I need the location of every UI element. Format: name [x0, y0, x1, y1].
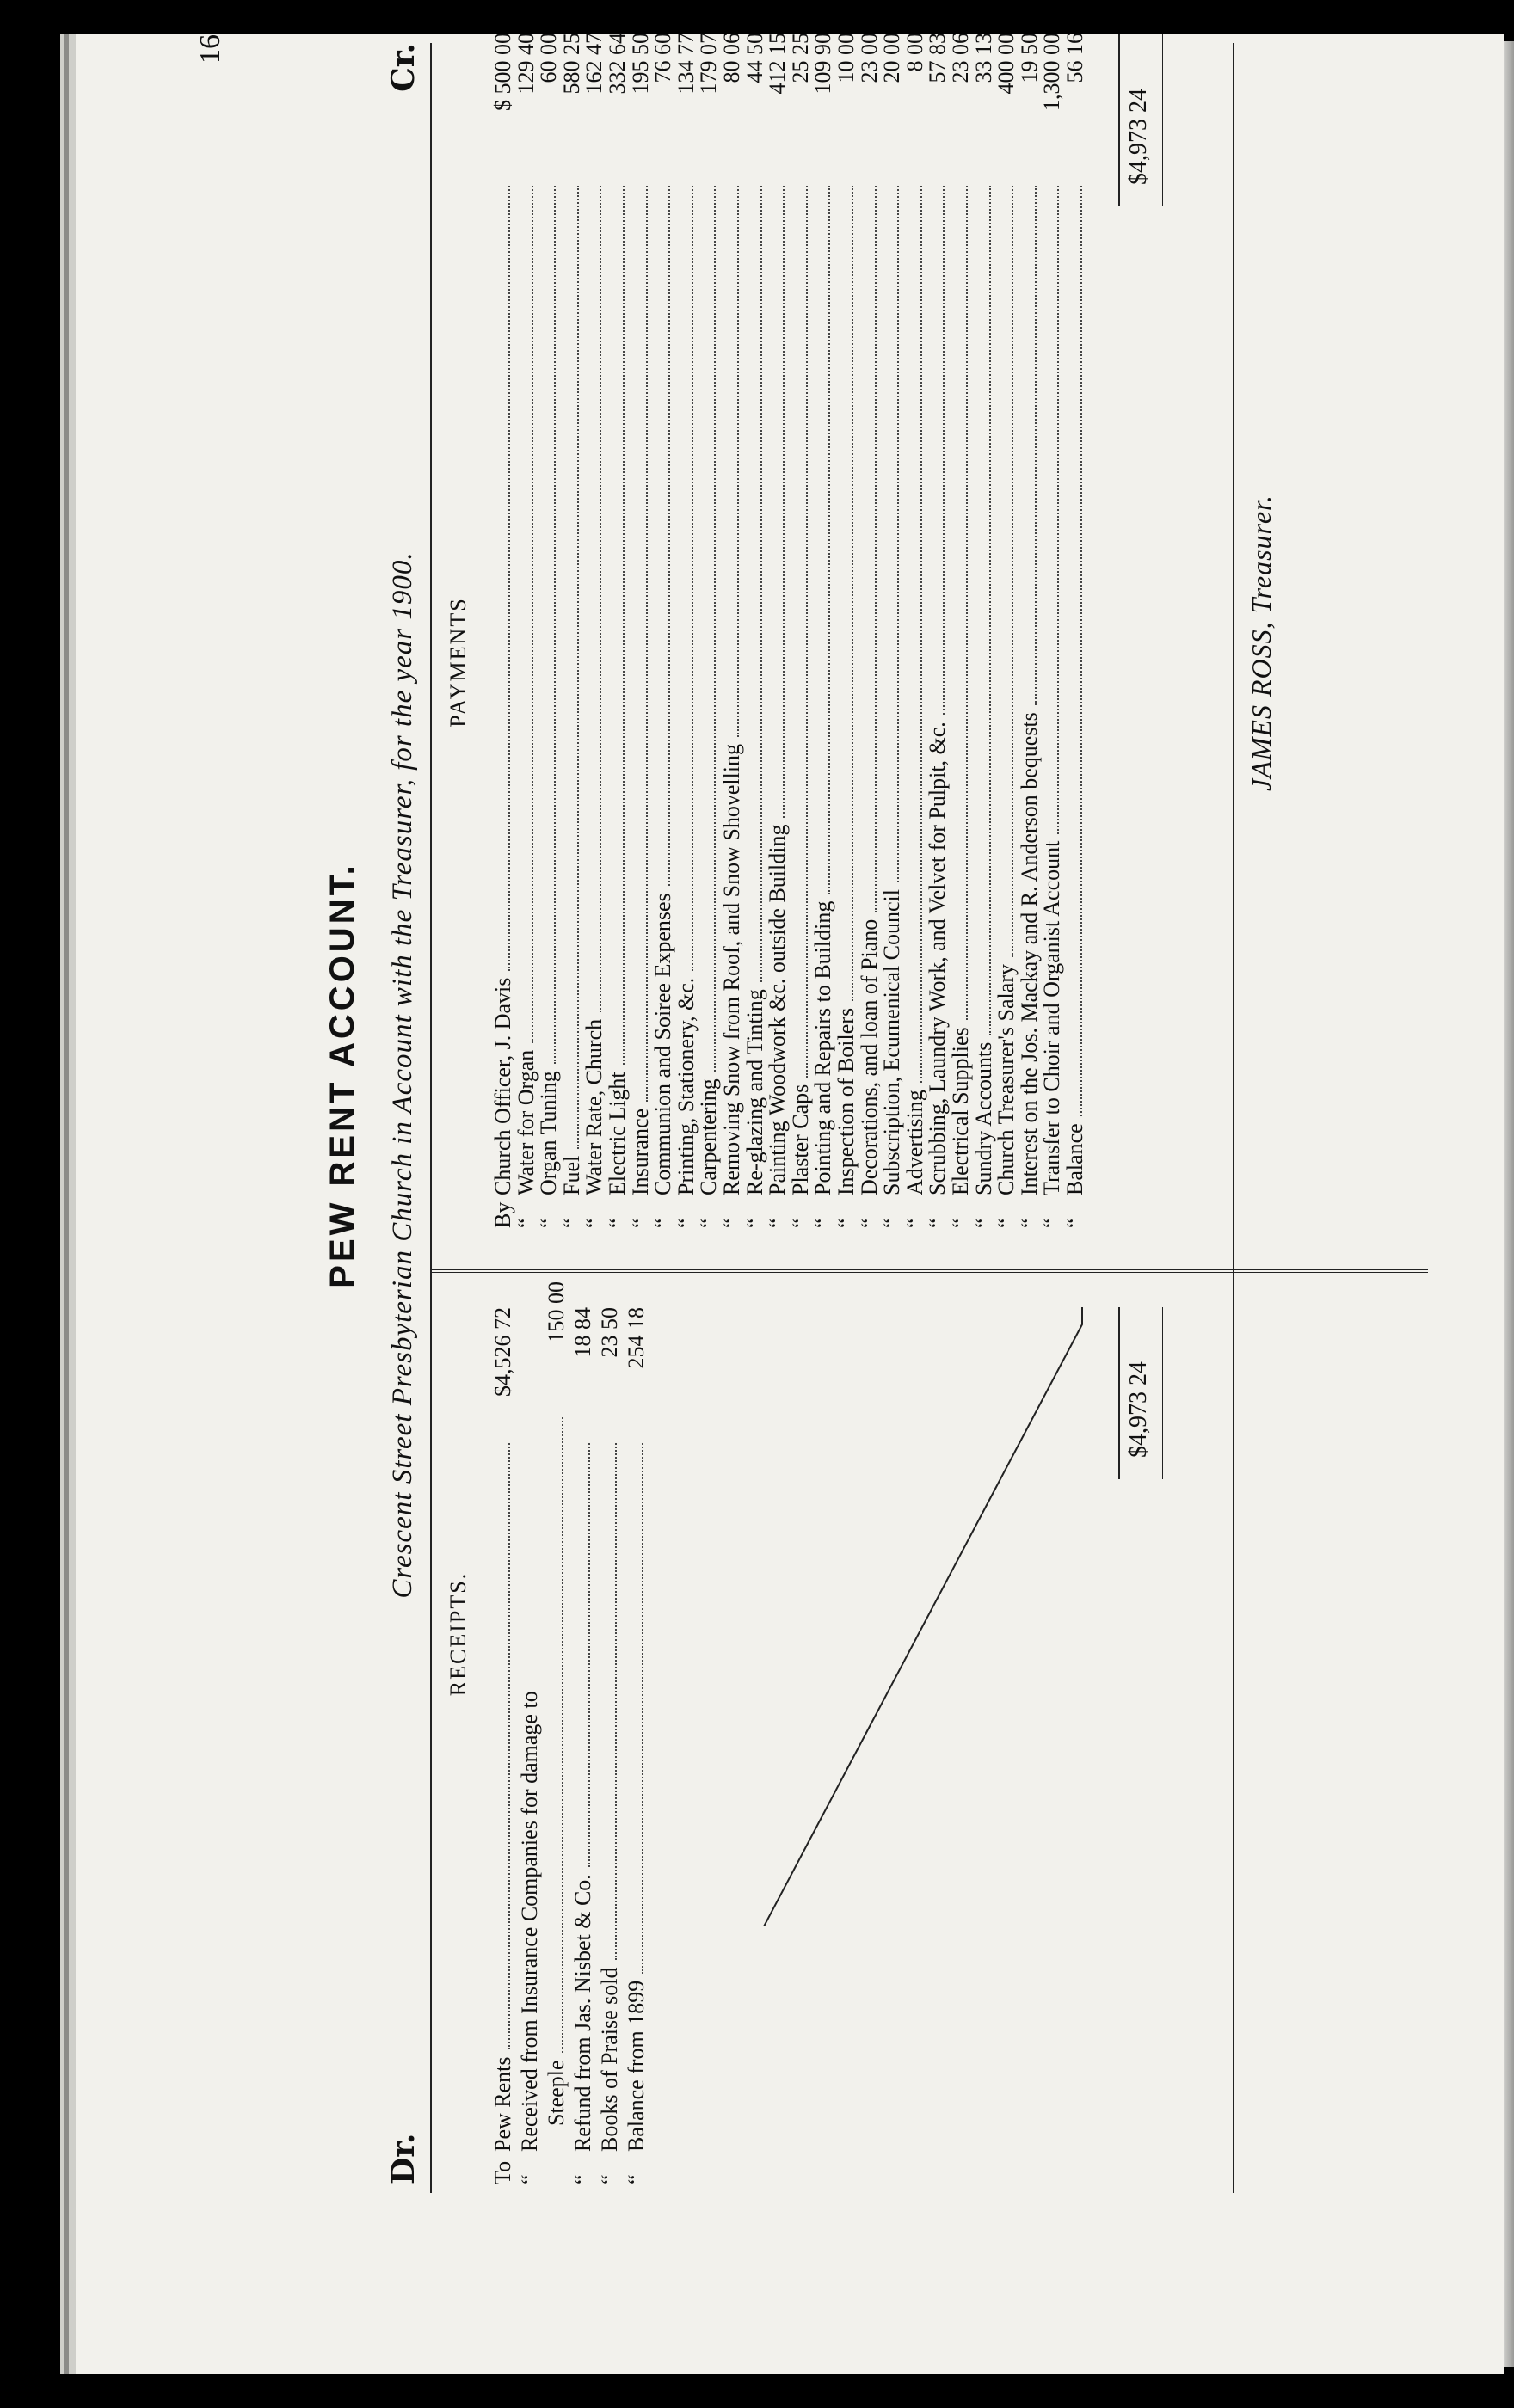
row-amount: 134 77 — [673, 33, 699, 95]
row-label: Removing Snow from Roof, and Snow Shovelling — [719, 743, 744, 1195]
row-label: Books of Praise sold — [597, 1967, 622, 2152]
page-number: 16 — [194, 34, 226, 64]
row-label: Insurance — [627, 1108, 653, 1195]
bottom-rule — [1233, 43, 1234, 2193]
payments-total-double-rule — [1160, 34, 1163, 206]
row-prefix: “ — [1062, 1218, 1087, 1228]
row-prefix: “ — [570, 2174, 595, 2184]
leader-dots — [645, 186, 648, 1102]
row-amount: 150 00 — [544, 1281, 569, 1343]
row-amount: 80 06 — [719, 33, 744, 83]
row-amount: $ 500 00 — [490, 33, 515, 111]
row-amount: 179 07 — [696, 33, 722, 95]
row-label: Received from Insurance Companies for damage to — [517, 1691, 542, 2152]
payments-total: $4,973 24 — [1125, 89, 1152, 185]
center-divider — [430, 1269, 1428, 1273]
row-prefix: “ — [513, 1218, 539, 1228]
leader-dots — [531, 186, 533, 1043]
row-label: Carpentering — [696, 1078, 722, 1195]
row-prefix: “ — [558, 1218, 584, 1228]
row-amount: 56 16 — [1062, 33, 1087, 83]
leader-dots — [988, 186, 991, 1035]
row-amount: 20 00 — [879, 33, 905, 83]
row-label: Electrical Supplies — [948, 1027, 973, 1195]
receipt-row — [624, 1307, 651, 2184]
row-prefix: “ — [810, 1218, 836, 1228]
row-label: Balance from 1899 — [624, 1980, 649, 2152]
row-label: Pointing and Repairs to Building — [810, 900, 836, 1195]
row-prefix: “ — [605, 1218, 630, 1228]
row-amount: 10 00 — [834, 33, 859, 83]
payments-heading: PAYMENTS — [446, 597, 471, 728]
row-prefix: “ — [925, 1218, 951, 1228]
row-label: Painting Woodwork &c. outside Building — [765, 824, 791, 1195]
row-label: Advertising — [902, 1090, 927, 1195]
row-prefix: “ — [742, 1218, 767, 1228]
leader-dots — [561, 1417, 563, 2053]
scanned-page — [60, 34, 1504, 2374]
row-label: Water for Organ — [513, 1049, 539, 1195]
row-prefix: “ — [627, 1218, 653, 1228]
row-prefix: “ — [765, 1218, 791, 1228]
receipts-total-rule — [1118, 1307, 1120, 1479]
leader-dots — [668, 186, 670, 886]
row-prefix: “ — [650, 1218, 676, 1228]
row-label: Fuel — [558, 1155, 584, 1195]
row-label: Plaster Caps — [787, 1084, 813, 1195]
row-label: Communion and Soiree Expenses — [650, 893, 676, 1195]
row-label: Water Rate, Church — [582, 1018, 607, 1195]
leader-dots — [641, 1443, 643, 1974]
row-prefix: “ — [1016, 1218, 1042, 1228]
leader-dots — [851, 186, 853, 1001]
payments-total-rule — [1118, 34, 1120, 206]
row-prefix: “ — [597, 2174, 622, 2184]
receipts-total-double-rule — [1160, 1307, 1163, 1479]
rotated-ledger-page — [188, 0, 1478, 2236]
leader-dots — [614, 1443, 617, 1961]
receipts-total: $4,973 24 — [1125, 1361, 1152, 1458]
row-prefix: “ — [582, 1218, 607, 1228]
leader-dots — [1056, 186, 1059, 834]
row-amount: 129 40 — [513, 33, 539, 95]
receipt-row — [517, 1307, 545, 2184]
leader-dots — [713, 186, 716, 1072]
row-amount: 580 25 — [558, 33, 584, 95]
leader-dots — [622, 186, 625, 1065]
row-amount: 8 00 — [902, 33, 927, 72]
row-label: Electric Light — [605, 1072, 630, 1195]
row-amount: 60 00 — [536, 33, 562, 83]
payment-row — [1062, 33, 1090, 1228]
row-amount: 23 00 — [856, 33, 882, 83]
row-amount: 400 00 — [994, 33, 1019, 95]
leader-dots — [588, 1443, 590, 1867]
leader-dots — [942, 186, 945, 715]
credit-symbol: Cr. — [385, 43, 422, 92]
row-prefix: To — [490, 2160, 515, 2184]
row-amount: 23 06 — [948, 33, 973, 83]
receipt-row — [490, 1307, 518, 2184]
cancel-stroke — [764, 1307, 1082, 1926]
row-prefix: By — [490, 1201, 515, 1228]
row-amount: 162 47 — [582, 33, 607, 95]
treasurer-signature: JAMES ROSS, Treasurer. — [1246, 494, 1277, 791]
receipts-cancel-line — [755, 1307, 1099, 1926]
row-label: Re-glazing and Tinting — [742, 989, 767, 1195]
row-label: Scrubbing, Laundry Work, and Velvet for Pulpit, &c. — [925, 722, 951, 1195]
row-amount: 18 84 — [570, 1307, 595, 1358]
leader-dots — [896, 186, 899, 882]
leader-dots — [553, 186, 556, 1064]
row-amount: 33 13 — [970, 33, 996, 83]
leader-dots — [691, 186, 693, 971]
receipt-row — [544, 1281, 571, 2184]
row-amount: $4,526 72 — [490, 1307, 515, 1397]
row-label: Church Treasurer's Salary — [994, 964, 1019, 1195]
row-label: Pew Rents — [490, 2056, 515, 2152]
row-label: Printing, Stationery, &c. — [673, 977, 699, 1195]
row-prefix: “ — [1039, 1218, 1065, 1228]
row-prefix: “ — [696, 1218, 722, 1228]
leader-dots — [599, 186, 601, 1012]
row-label: Sundry Accounts — [970, 1041, 996, 1195]
row-prefix: “ — [719, 1218, 744, 1228]
leader-dots — [965, 186, 968, 1020]
row-prefix: “ — [536, 1218, 562, 1228]
leader-dots — [782, 186, 785, 818]
top-rule — [430, 43, 432, 2193]
row-label: Subscription, Ecumenical Council — [879, 889, 905, 1195]
row-prefix: “ — [856, 1218, 882, 1228]
row-amount: 19 50 — [1016, 33, 1042, 83]
leader-dots — [828, 186, 830, 894]
leader-dots — [576, 186, 579, 1149]
receipts-heading: RECEIPTS. — [446, 1571, 471, 1697]
row-prefix: “ — [673, 1218, 699, 1228]
leader-dots — [736, 186, 739, 737]
row-label: Interest on the Jos. Mackay and R. Anderson bequests — [1016, 712, 1042, 1195]
page-title: PEW RENT ACCOUNT. — [323, 862, 361, 1288]
row-label: Inspection of Boilers — [834, 1007, 859, 1195]
row-prefix: “ — [517, 2174, 542, 2184]
leader-dots — [1011, 186, 1013, 957]
row-amount: 109 90 — [810, 33, 836, 95]
row-prefix: “ — [879, 1218, 905, 1228]
row-amount: 23 50 — [597, 1307, 622, 1358]
row-label: Decorations, and loan of Piano — [856, 918, 882, 1195]
row-prefix: “ — [624, 2174, 649, 2184]
row-prefix: “ — [834, 1218, 859, 1228]
row-prefix: “ — [902, 1218, 927, 1228]
row-amount: 195 50 — [627, 33, 653, 95]
row-prefix: “ — [970, 1218, 996, 1228]
receipt-row — [597, 1307, 625, 2184]
row-amount: 412 15 — [765, 33, 791, 95]
row-amount: 76 60 — [650, 33, 676, 83]
row-prefix: “ — [994, 1218, 1019, 1228]
row-label: Church Officer, J. Davis — [490, 977, 515, 1195]
row-amount: 44 50 — [742, 33, 767, 83]
debit-symbol: Dr. — [385, 2133, 422, 2184]
row-label: Transfer to Choir and Organist Account — [1039, 840, 1065, 1195]
leader-dots — [805, 186, 808, 1078]
leader-dots — [920, 186, 922, 1083]
row-amount: 25 25 — [787, 33, 813, 83]
receipt-row — [570, 1307, 598, 2184]
row-label: Organ Tuning — [536, 1071, 562, 1195]
leader-dots — [1034, 186, 1037, 705]
leader-dots — [874, 186, 877, 912]
row-amount: 57 83 — [925, 33, 951, 83]
row-amount: 254 18 — [624, 1307, 649, 1369]
leader-dots — [508, 1443, 510, 2050]
row-label: Refund from Jas. Nisbet & Co. — [570, 1874, 595, 2152]
row-prefix: “ — [787, 1218, 813, 1228]
row-amount: 1,300 00 — [1039, 33, 1065, 111]
row-amount: 332 64 — [605, 33, 630, 95]
row-label: Balance — [1062, 1123, 1087, 1195]
leader-dots — [508, 186, 510, 971]
leader-dots — [760, 186, 762, 982]
row-prefix: “ — [948, 1218, 973, 1228]
account-subtitle: Crescent Street Presbyterian Church in Account with the Treasurer, for the year 1900. — [387, 551, 418, 1599]
row-label: Steeple — [544, 2060, 569, 2126]
leader-dots — [1080, 186, 1082, 1116]
